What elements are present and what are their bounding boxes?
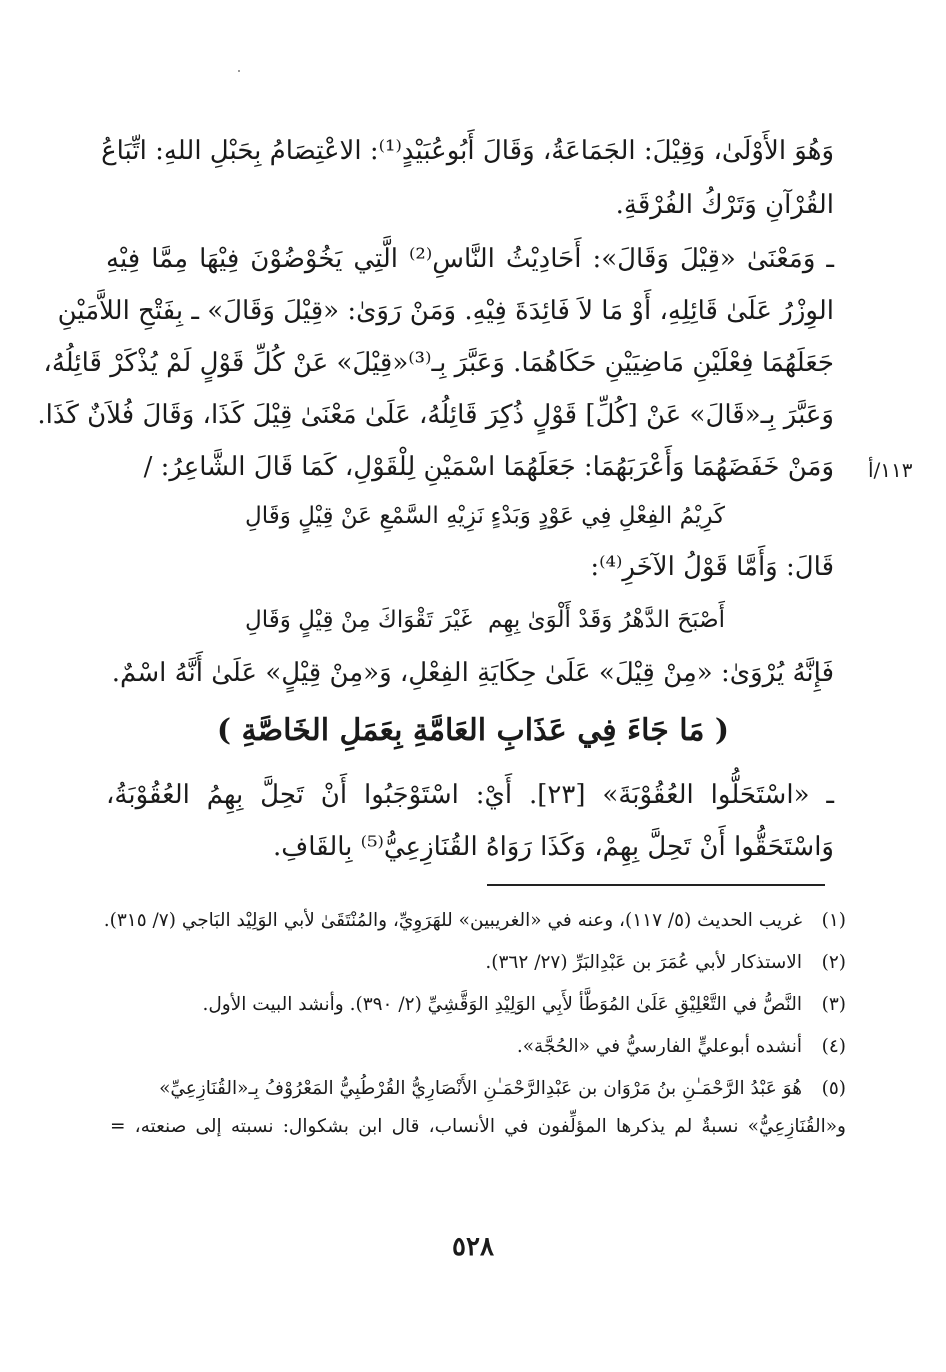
- after-verse-line: فَإِنَّهُ يُرْوَىٰ: «مِنْ قِيْلَ» عَلَىٰ حِكَايَةِ الفِعْلِ، وَ«مِنْ قِيْلٍ» عَلَىٰ أَنَّهُ اسْمٌ.: [111, 658, 834, 688]
- verse-2: [245, 604, 725, 636]
- footnote-number: (٥): [821, 1078, 846, 1099]
- footnote-4: [110, 1034, 846, 1060]
- footnote-text: أنشده أبوعليٍّ الفارسيُّ في «الحُجَّة».: [516, 1036, 802, 1057]
- footnote-text: غريب الحديث (٥/ ١١٧)، وعنه في «الغريبين» للهَرَوِيِّ، والمُنْتَقَىٰ لأبي الوَلِيْد البَاجي (٧/ ٣١٥).: [103, 910, 802, 931]
- footnote-separator: [487, 884, 825, 886]
- footnote-5: [110, 1076, 846, 1102]
- body-line-1: وَهُوَ الأَوْلَىٰ، وَقِيْلَ: الجَمَاعَةُ، وَقَالَ أَبُوعُبَيْدٍ⁽¹⁾: الاعْتِصَامُ بِحَبْلِ اللهِ: اتِّبَاعُ: [101, 136, 834, 166]
- verse-2-left-hemistich: غَيْرَ تَقْوَاكَ مِنْ قِيْلٍ وَقَالِ: [245, 607, 473, 633]
- page-number: ٥٢٨: [452, 1232, 494, 1262]
- footnote-text: هُوَ عَبْدُ الرَّحْمَـٰنِ بنُ مَرْوَان بن عَبْدِالرَّحْمَـٰنِ الأَنْصَارِيُّ القُرْطُبِيُّ المَعْرُوْفُ بِـ«القُنَازِعِيِّ»: [159, 1078, 802, 1099]
- verse-1-right-hemistich: كَرِيْمُ الفِعْلِ فِي عَوْدٍ وَبَدْءٍ: [490, 503, 725, 529]
- footnote-2: [110, 950, 846, 976]
- margin-folio-note: ١١٣/أ: [868, 458, 913, 482]
- footnote-text: الاستذكار لأبي عُمَرَ بن عَبْدِالبَرِّ (٢٧/ ٣٦٢).: [485, 952, 802, 973]
- section-heading: ( مَا جَاءَ فِي عَذَابِ العَامَّةِ بِعَمَلِ الخَاصَّةِ ): [216, 713, 730, 748]
- verse-2-right-hemistich: أَصْبَحَ الدَّهْرُ وَقَدْ أَلْوَىٰ بِهِم: [487, 607, 725, 633]
- footnote-number: (٢): [821, 952, 846, 973]
- footnote-1: [103, 908, 846, 934]
- body-line-6: وَعَبَّرَ بِـ«قَالَ» عَنْ [كُلِّ] قَوْلٍ ذُكِرَ قَائِلُهُ، عَلَىٰ مَعْنَىٰ قِيْلَ كَذَا، وَقَالَ فُلاَنٌ كَذَا.: [37, 400, 834, 430]
- footnote-number: (١): [821, 910, 846, 931]
- footnote-text: النَّصُّ في التَّعْلِيْقِ عَلَىٰ المُوَطَّأ لأَبِي الوَلِيْدِ الوَقَّشِيِّ (٢/ ٣٩٠). وأنشد البيت الأول.: [202, 994, 802, 1015]
- footnote-5-continuation: و«القُنَازِعِيُّ» نسبةٌ لم يذكرها المؤلِّفون في الأنساب، قال ابن بشكوال: نسبته إلى صنعته، =: [110, 1116, 846, 1137]
- body-line-4: الوِزْرُ عَلَىٰ قَائِلِهِ، أَوْ مَا لاَ فَائِدَةَ فِيْهِ. وَمَنْ رَوَىٰ: «قِيْلَ وَقَالَ» ـ بِفَتْحِ اللاَّمَيْنِ: [57, 296, 834, 326]
- body-line-5: جَعَلَهُمَا فِعْلَيْنِ مَاضِيَيْنِ حَكَاهُمَا. وَعَبَّرَ بِـ⁽³⁾«قِيْلَ» عَنْ كُلِّ قَوْلٍ لَمْ يُذْكَرْ قَائِلُهُ،: [43, 348, 834, 378]
- section-line-1: ـ «اسْتَحَلُّوا العُقُوْبَةَ» [٢٣]. أَيْ: اسْتَوْجَبُوا أَنْ تَحِلَّ بِهِمُ العُقُوْبَةُ،: [106, 780, 834, 810]
- scan-speck: [238, 70, 240, 72]
- body-line-2: القُرْآنِ وَتَرْكُ الفُرْقَةِ.: [615, 190, 834, 220]
- body-line-7: وَمَنْ خَفَضَهُمَا وَأَعْرَبَهُمَا: جَعَلَهُمَا اسْمَيْنِ لِلْقَوْلِ، كَمَا قَالَ الشَّاعِرُ: /: [143, 452, 834, 482]
- footnote-3: [110, 992, 846, 1018]
- verse-1-left-hemistich: نَزِيْهِ السَّمْعِ عَنْ قِيْلٍ وَقَالِ: [245, 503, 484, 529]
- footnote-number: (٤): [821, 1036, 846, 1057]
- verse-1: [245, 500, 725, 532]
- footnote-number: (٣): [821, 994, 846, 1015]
- verse-intro-line: قَالَ: وَأَمَّا قَوْلُ الآخَرِ⁽⁴⁾:: [590, 552, 834, 582]
- section-line-2: وَاسْتَحَقُّوا أَنْ تَحِلَّ بِهِمْ، وَكَذَا رَوَاهُ القُنَازِعِيُّ⁽⁵⁾ بِالقَافِ.: [273, 832, 834, 862]
- body-line-3: ـ وَمَعْنَىٰ «قِيْلَ وَقَالَ»: أَحَادِيْثُ النَّاسِ⁽²⁾ الَّتِي يَخُوْضُوْنَ فِيْهَا مِمَّا فِيْهِ: [106, 244, 834, 274]
